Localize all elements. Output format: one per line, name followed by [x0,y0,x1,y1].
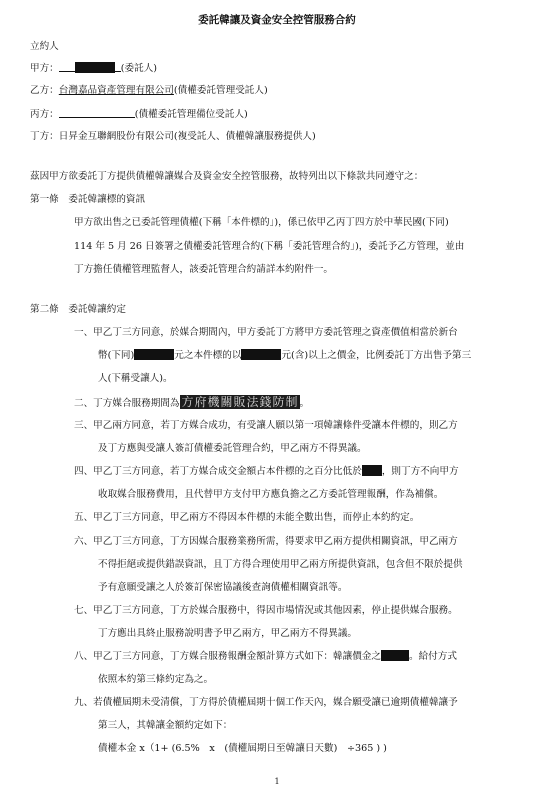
clause-1-text-b: 元之本件標的以 [174,350,242,361]
clause-2-line [74,395,309,410]
clause-9-line-1: 九、若債權屆期未受清償，丁方得於債權屆期十個工作天內，媒合願受讓已逾期債權韓讓予 [74,697,458,708]
party-c-label: 丙方： [30,109,59,120]
article-1-line-2: 114 年 5 月 26 日簽署之債權委託管理合約(下稱「委託管理合約」)，委託予乙方管理，並由 [74,241,465,252]
clause-1-line-3: 人(下稱受讓人)。 [98,373,173,384]
article-1-heading: 第一條 委託韓讓標的資訊 [30,194,146,205]
clause-6-line-3: 予有意願受讓之人於簽訂保密協議後查詢債權相關資訊等。 [98,582,348,593]
party-a-label: 甲方： [30,63,59,74]
article-1-line-1: 甲方欲出售之已委託管理債權(下稱「本件標的」)，係已依甲乙丙丁四方於中華民國(下同) [74,217,449,228]
preamble: 茲因甲方欲委託丁方提供債權韓讓媒合及資金安全控管服務，故特列出以下條款共同遵守之： [30,171,424,182]
party-c-line [30,107,248,121]
clause-8-line-1 [74,650,457,663]
clause-8-fee-redaction [381,650,409,661]
clause-2-text: 二、丁方媒合服務期間為 [74,398,180,409]
clause-1-text-c: 元(含)以上之價金，比例委託丁方出售予第三 [281,350,472,361]
clause-2-watermark: 方府機關販法錢防制 [181,395,299,409]
clause-4-text-a: 四、甲乙丁三方同意，若丁方媒合成交金額占本件標的之百分比低於 [74,466,362,477]
party-a-blank [59,61,75,72]
clause-1-currency: 幣(下同) [98,350,135,361]
party-d-text: 日昇金互聯網股份有限公司(複受託人、債權韓讓服務提供人) [58,131,316,142]
clause-8-text-b: 。給付方式 [409,651,457,662]
article-1-line-3: 丁方擔任債權管理監督人，該委託管理合約請詳本約附件一。 [74,264,334,275]
party-d-line [30,130,316,143]
clause-4-text-b: ，則丁方不向甲方 [381,466,459,477]
clause-5-line: 五、甲乙丁三方同意，甲乙兩方不得因本件標的未能全數出售，而停止本約約定。 [74,512,420,523]
party-b-label: 乙方： [30,85,59,96]
clause-4-line-2: 收取媒合服務費用，且代替甲方支付甲方應負擔之乙方委託管理報酬，作為補償。 [98,489,444,500]
clause-1-line-1: 一、甲乙丁三方同意，於媒合期間內，甲方委託丁方將甲方委託管理之資產價值相當於新台 [74,327,458,338]
clause-6-line-2: 不得拒絕或提供錯誤資訊，且丁方得合理使用甲乙兩方所提供資訊，包含但不限於提供 [98,559,463,570]
article-2-heading: 第二條 委託韓讓約定 [30,304,126,315]
document-title: 委託韓讓及資金安全控管服務合約 [198,14,356,26]
clause-7-line-2: 丁方應出具終止服務說明書予甲乙兩方，甲乙兩方不得異議。 [98,628,358,639]
party-c-blank [59,107,135,118]
party-b-line [30,84,268,97]
party-b-role: (債權委託管理受託人) [173,85,268,96]
parties-heading: 立約人 [30,41,59,52]
clause-1-amount-redaction [134,349,174,360]
clause-3-line-2: 及丁方應與受讓人簽訂債權委託管理合約，甲乙兩方不得異議。 [98,443,367,454]
page-number: 1 [274,777,280,786]
party-d-label: 丁方： [30,131,59,142]
clause-4-line-1 [74,465,459,478]
clause-2-end: 。 [299,398,310,409]
party-a-line [30,61,157,75]
clause-3-line-1: 三、甲乙兩方同意，若丁方媒合成功，有受讓人願以第一項韓讓條件受讓本件標的，則乙方 [74,420,458,431]
clause-4-percent-redaction [362,465,382,476]
party-c-role: (債權委託管理備位受託人) [134,109,248,120]
party-a-redaction [75,62,115,73]
clause-7-line-1: 七、甲乙丁三方同意，丁方於媒合服務中，得因市場情況或其他因素，停止提供媒合服務。 [74,605,458,616]
clause-9-line-2: 第三人，其韓讓金額約定如下： [98,720,233,731]
clause-1-line-2 [98,349,471,362]
party-a-role: (委託人) [120,63,158,74]
clause-6-line-1: 六、甲乙丁三方同意，丁方因媒合服務業務所需，得要求甲乙兩方提供相關資訊，甲乙兩方 [74,536,458,547]
transfer-formula: 債權本金 x（1+ (6.5% x (債權屆期日至韓讓日天數) ÷365 ) ) [98,743,387,754]
clause-8-line-2: 依照本約第三條約定為之。 [98,674,214,685]
party-b-company: 台灣嘉品資產管理有限公司 [58,85,174,96]
clause-8-text-a: 八、甲乙丁三方同意，丁方媒合服務報酬金額計算方式如下：韓讓價金之 [74,651,381,662]
clause-1-price-redaction [241,349,281,360]
